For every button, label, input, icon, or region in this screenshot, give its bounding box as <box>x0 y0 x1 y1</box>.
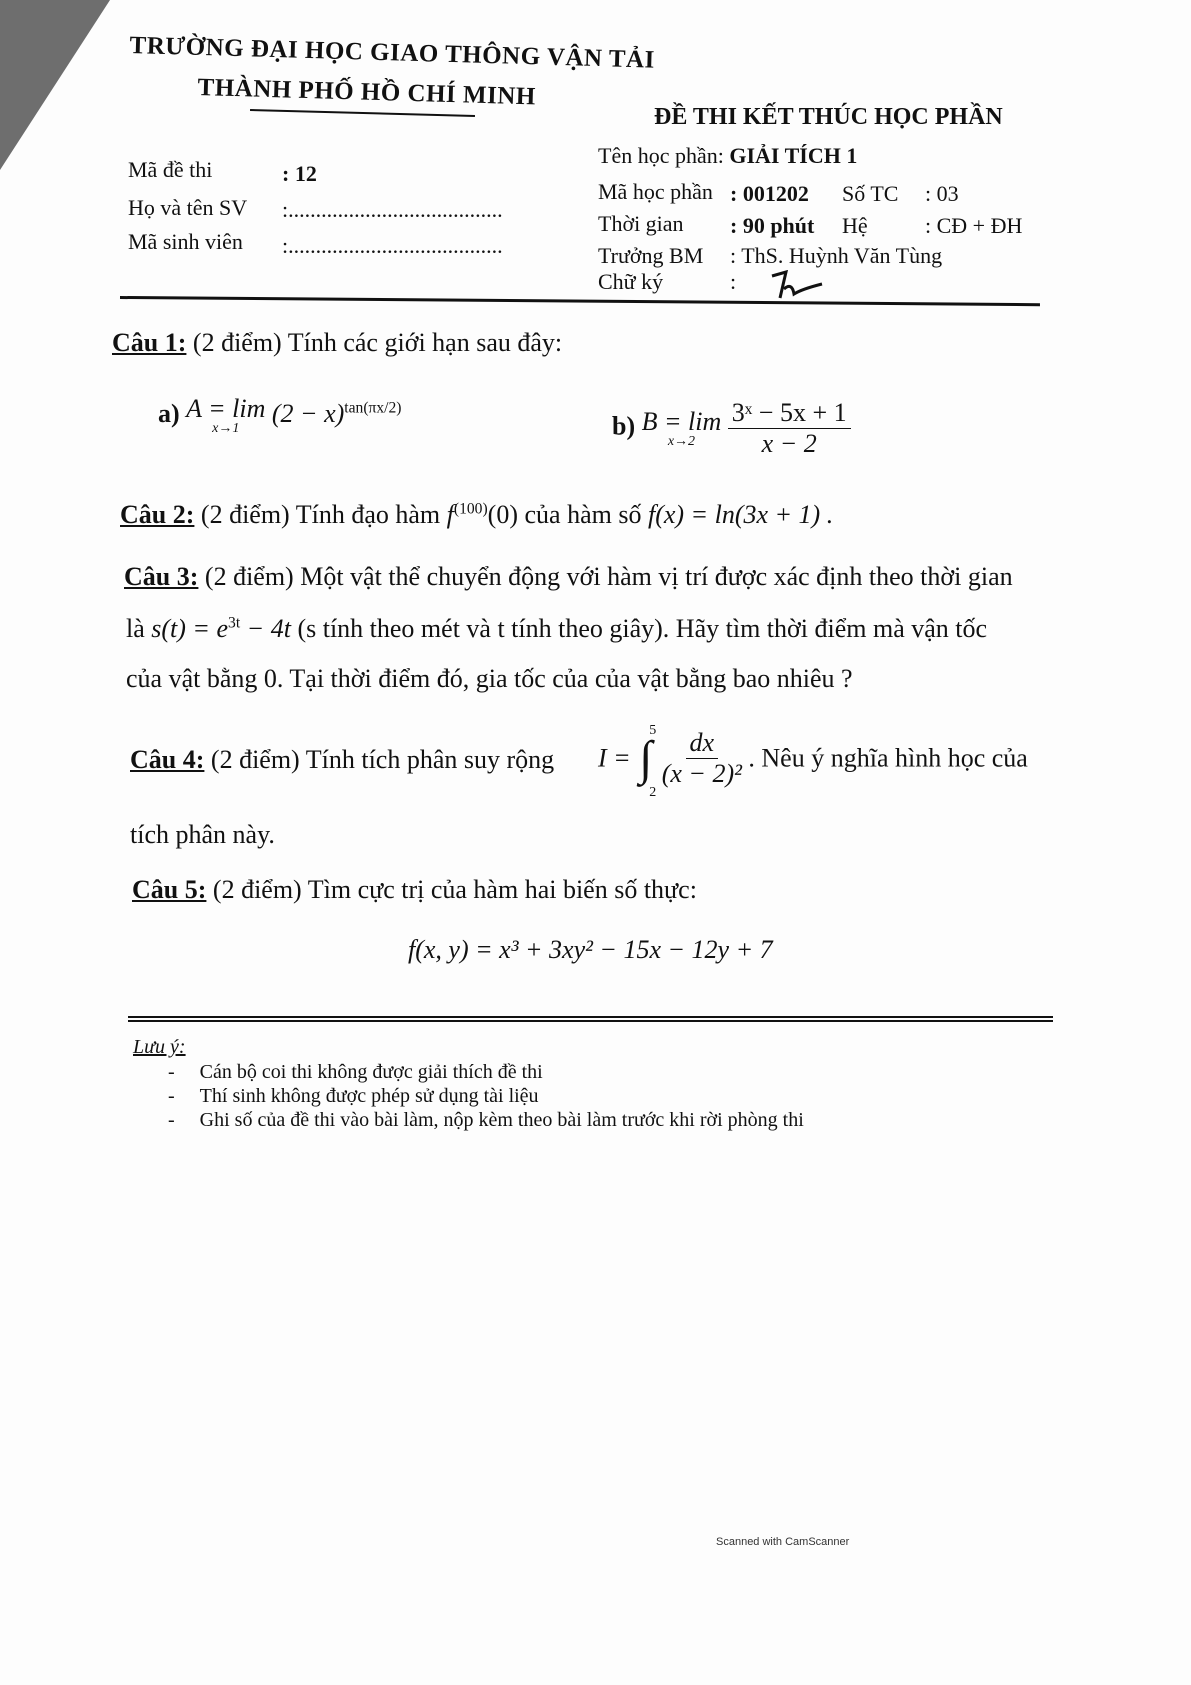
label-course-code: Mã học phần <box>598 179 713 204</box>
course-name: GIẢI TÍCH 1 <box>729 143 858 168</box>
label-course-name: Tên học phần: <box>598 143 724 168</box>
q2-text2: của hàm số <box>524 500 642 529</box>
q4-numerator: dx <box>686 728 719 759</box>
header-divider <box>120 296 1040 306</box>
label-system: Hệ <box>842 213 868 238</box>
question-5 <box>132 875 697 905</box>
q4-text: (2 điểm) Tính tích phân suy rộng <box>210 745 555 774</box>
q3-s: s(t) = e <box>151 614 229 643</box>
camscanner-watermark: Scanned with CamScanner <box>716 1536 850 1548</box>
note-item: - Thí sinh không được phép sử dụng tài liệu <box>168 1085 539 1107</box>
exam-code-value: : 12 <box>282 161 317 186</box>
question-3-title: Câu 3: <box>124 562 199 591</box>
note-text: Ghi số của đề thi vào bài làm, nộp kèm theo bài làm trước khi rời phòng thi <box>199 1109 804 1131</box>
label-exam-code: Mã đề thi <box>128 157 213 182</box>
q1a-exponent: tan(πx/2) <box>344 399 402 417</box>
question-3-line2 <box>126 614 987 644</box>
q1b-label: b) <box>612 411 636 441</box>
signature-image <box>768 270 828 300</box>
system: : CĐ + ĐH <box>925 213 1023 238</box>
integral-icon: ∫ <box>639 731 653 785</box>
note-item: - Ghi số của đề thi vào bài làm, nộp kèm theo bài làm trước khi rời phòng thi <box>168 1109 804 1131</box>
q4-denominator: (x − 2)² <box>661 759 742 788</box>
label-signature: Chữ ký <box>598 269 664 294</box>
question-5-formula: f(x, y) = x³ + 3xy² − 15x − 12y + 7 <box>408 935 773 964</box>
question-4-title: Câu 4: <box>130 745 205 774</box>
label-credits: Số TC <box>842 181 899 206</box>
q2-function: f(x) = ln(3x + 1) . <box>647 500 834 529</box>
q1b-numerator: 3ˣ − 5x + 1 <box>728 398 851 429</box>
label-head: Trưởng BM <box>598 243 704 268</box>
university-name: TRƯỜNG ĐẠI HỌC GIAO THÔNG VẬN TẢI <box>129 32 656 74</box>
student-name-field[interactable]: :....................................... <box>282 197 503 222</box>
q1a-label: a) <box>158 398 180 428</box>
q3-la: là <box>126 614 145 643</box>
q4-lower: 2 <box>649 784 657 800</box>
note-item: - Cán bộ coi thi không được giải thích đề thi <box>168 1061 543 1083</box>
exam-title: ĐỀ THI KẾT THÚC HỌC PHẦN <box>654 104 1003 130</box>
q4-integral <box>598 722 1028 800</box>
q2-text: (2 điểm) Tính đạo hàm <box>200 500 441 529</box>
scan-shadow <box>0 0 110 170</box>
q1a-base: (2 − x) <box>271 398 345 428</box>
q1b-denominator: x − 2 <box>761 429 817 458</box>
question-2-title: Câu 2: <box>120 500 195 529</box>
question-1b <box>612 398 851 459</box>
note-text: Thí sinh không được phép sử dụng tài liệu <box>199 1085 539 1107</box>
notes-divider-1 <box>128 1016 1053 1018</box>
q1a-lim: A = lim <box>186 394 266 423</box>
time: : 90 phút <box>730 213 815 238</box>
q1b-sub: x→2 <box>667 433 696 449</box>
q2-f: f <box>446 500 454 529</box>
q5-text: (2 điểm) Tìm cực trị của hàm hai biến số thực: <box>212 875 697 904</box>
q4-text2: . Nêu ý nghĩa hình học của <box>748 743 1028 773</box>
question-5-title: Câu 5: <box>132 875 207 904</box>
question-3-line3: của vật bằng 0. Tại thời điểm đó, gia tốc của của vật bằng bao nhiêu ? <box>126 664 853 693</box>
q3-tail: − 4t <box>246 614 291 643</box>
head-of-department: : ThS. Huỳnh Văn Tùng <box>730 243 943 268</box>
question-1 <box>112 328 562 358</box>
note-text: Cán bộ coi thi không được giải thích đề thi <box>199 1061 543 1083</box>
q4-upper: 5 <box>649 722 657 738</box>
q2-arg: (0) <box>487 500 518 529</box>
header-underline <box>250 109 475 117</box>
question-4-line2: tích phân này. <box>130 820 275 849</box>
label-student-name: Họ và tên SV <box>128 195 248 220</box>
notes-divider-2 <box>128 1020 1053 1022</box>
question-1-text: (2 điểm) Tính các giới hạn sau đây: <box>192 328 563 357</box>
course-code: : 001202 <box>730 181 809 206</box>
q3-lb: (s tính theo mét và t tính theo giây). Hãy tìm thời điểm mà vận tốc <box>297 614 988 643</box>
notes-title: Lưu ý: <box>133 1036 186 1058</box>
q2-order: (100) <box>453 500 488 518</box>
question-2 <box>120 500 833 530</box>
q3-sup: 3t <box>228 614 241 632</box>
credits: : 03 <box>925 181 959 206</box>
question-1a <box>158 396 402 436</box>
q1a-sub: x→1 <box>212 421 240 436</box>
university-city: THÀNH PHỐ HỒ CHÍ MINH <box>197 74 537 111</box>
label-student-id: Mã sinh viên <box>128 229 243 254</box>
q3-line1: (2 điểm) Một vật thể chuyển động với hàm vị trí được xác định theo thời gian <box>204 562 1013 591</box>
question-4 <box>130 745 554 775</box>
question-1-title: Câu 1: <box>112 328 187 357</box>
question-3 <box>124 562 1013 592</box>
label-time: Thời gian <box>598 211 684 236</box>
signature-colon: : <box>730 269 737 294</box>
q1b-lim: B = lim <box>641 406 722 436</box>
student-id-field[interactable]: :....................................... <box>282 233 503 258</box>
q4-lhs: I = <box>598 743 631 773</box>
